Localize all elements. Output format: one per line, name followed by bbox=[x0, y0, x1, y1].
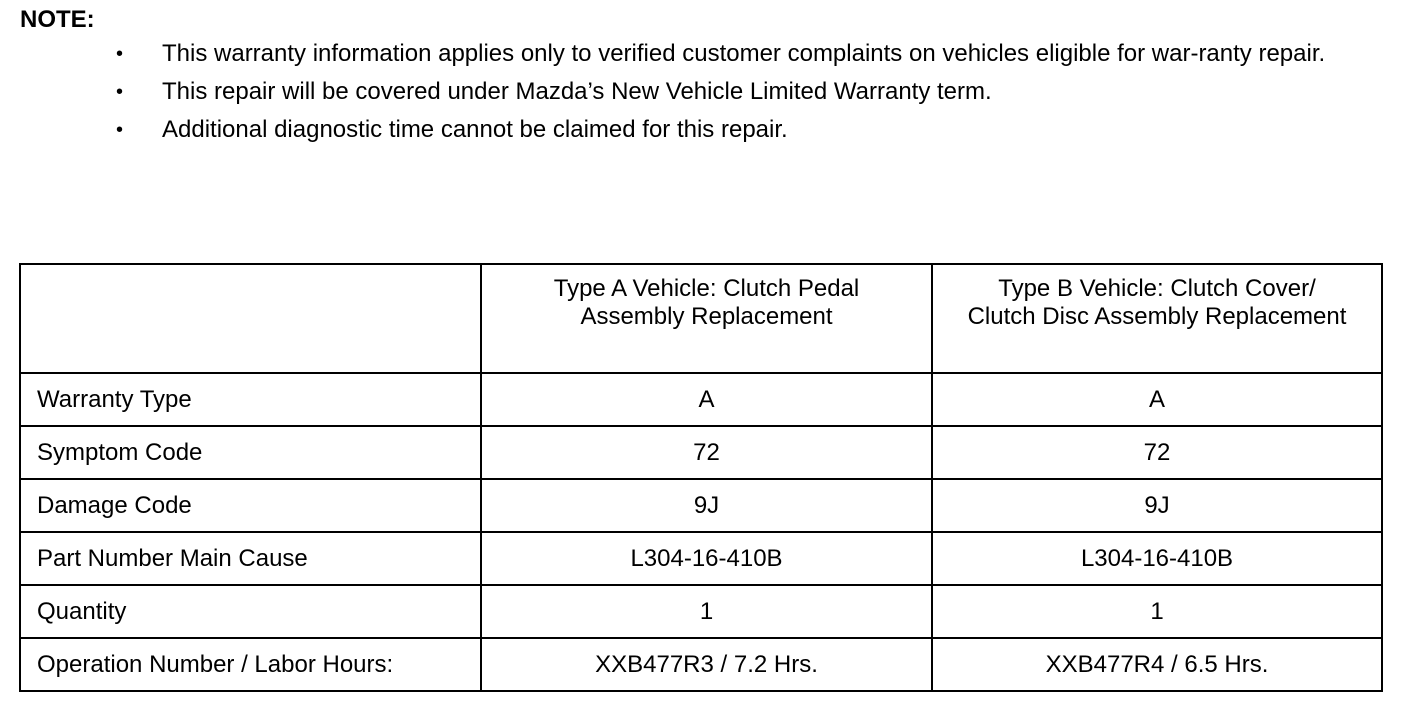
type-a-value: XXB477R3 / 7.2 Hrs. bbox=[481, 638, 932, 691]
bullet-icon: • bbox=[116, 43, 124, 65]
row-label: Quantity bbox=[20, 585, 481, 638]
type-b-value: XXB477R4 / 6.5 Hrs. bbox=[932, 638, 1382, 691]
type-a-value: A bbox=[481, 373, 932, 426]
type-b-value: L304-16-410B bbox=[932, 532, 1382, 585]
note-bullet-item bbox=[116, 114, 1366, 146]
row-label: Symptom Code bbox=[20, 426, 481, 479]
row-label: Part Number Main Cause bbox=[20, 532, 481, 585]
type-b-value: A bbox=[932, 373, 1382, 426]
note-bullet-item bbox=[116, 38, 1366, 70]
row-label: Damage Code bbox=[20, 479, 481, 532]
table-row bbox=[20, 585, 1382, 638]
warranty-table bbox=[19, 263, 1383, 692]
header-blank-cell bbox=[20, 264, 481, 373]
table-row bbox=[20, 373, 1382, 426]
type-a-value: L304-16-410B bbox=[481, 532, 932, 585]
type-a-value: 1 bbox=[481, 585, 932, 638]
type-b-value: 9J bbox=[932, 479, 1382, 532]
header-type-a bbox=[481, 264, 932, 373]
row-label: Operation Number / Labor Hours: bbox=[20, 638, 481, 691]
table-row bbox=[20, 426, 1382, 479]
type-b-value: 1 bbox=[932, 585, 1382, 638]
header-type-b-label: Type B Vehicle: Clutch Cover/ Clutch Disc Assembly Replacement bbox=[967, 275, 1347, 330]
note-bullet-text: Additional diagnostic time cannot be claimed for this repair. bbox=[162, 116, 788, 143]
note-heading: NOTE: bbox=[20, 6, 95, 33]
type-a-value: 72 bbox=[481, 426, 932, 479]
header-type-a-label: Type A Vehicle: Clutch Pedal Assembly Replacement bbox=[553, 275, 860, 330]
note-bullet-text: This repair will be covered under Mazda’s New Vehicle Limited Warranty term. bbox=[162, 78, 992, 105]
note-bullet-list bbox=[116, 38, 1366, 152]
table-row bbox=[20, 638, 1382, 691]
table-row bbox=[20, 532, 1382, 585]
table-row bbox=[20, 479, 1382, 532]
header-type-b bbox=[932, 264, 1382, 373]
type-a-value: 9J bbox=[481, 479, 932, 532]
note-bullet-text: This warranty information applies only to verified customer complaints on vehicles eligible for war-ranty repair. bbox=[162, 40, 1326, 67]
bullet-icon: • bbox=[116, 119, 124, 141]
type-b-value: 72 bbox=[932, 426, 1382, 479]
table-header-row bbox=[20, 264, 1382, 373]
note-bullet-item bbox=[116, 76, 1366, 108]
bullet-icon: • bbox=[116, 81, 124, 103]
row-label: Warranty Type bbox=[20, 373, 481, 426]
